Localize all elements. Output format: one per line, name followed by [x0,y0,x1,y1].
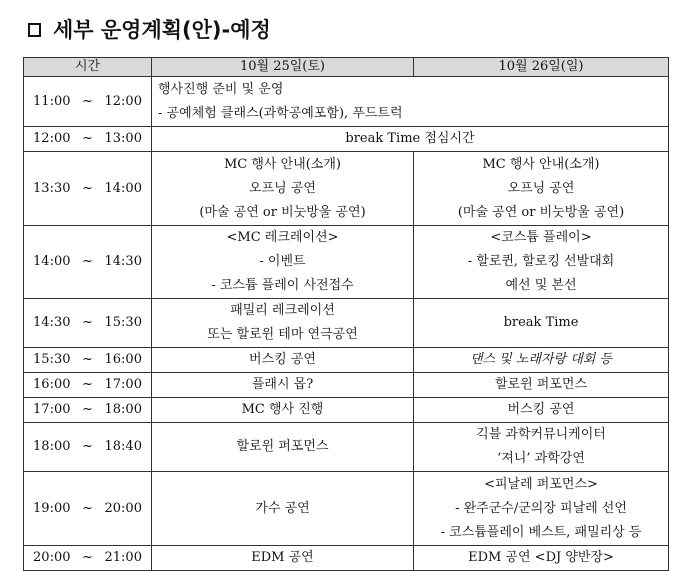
saturday-cell: MC 행사 진행 [152,398,414,423]
time-cell: 11:00 ~ 12:00 [24,77,152,127]
schedule-table [23,57,669,571]
time-cell: 17:00 ~ 18:00 [24,398,152,423]
table-row [24,226,669,299]
checkbox-square-icon [28,23,41,37]
sunday-cell: break Time [414,299,669,348]
sunday-cell: 할로윈 퍼포먼스 [414,373,669,398]
sunday-cell: <피날레 퍼포먼스> - 완주군수/군의장 피날레 선언 - 코스튬플레이 베스트, 패밀리상 등 [414,472,669,546]
table-row [24,299,669,348]
time-cell: 19:00 ~ 20:00 [24,472,152,546]
header-saturday: 10월 25일(토) [152,58,414,77]
sunday-cell: 버스킹 공연 [414,398,669,423]
table-header-row [24,58,669,77]
time-cell: 14:30 ~ 15:30 [24,299,152,348]
table-row [24,152,669,226]
sunday-cell: EDM 공연 <DJ 양반장> [414,546,669,571]
sunday-cell: 댄스 및 노래자랑 대회 등 [414,348,669,373]
time-cell: 15:30 ~ 16:00 [24,348,152,373]
saturday-cell: <MC 레크레이션> - 이벤트 - 코스튬 플레이 사전접수 [152,226,414,299]
table-row [24,398,669,423]
table-row [24,423,669,472]
time-cell: 12:00 ~ 13:00 [24,127,152,152]
saturday-cell: 플래시 몹? [152,373,414,398]
table-row [24,472,669,546]
merged-cell: 행사진행 준비 및 운영 - 공예체험 클래스(과학공예포함), 푸드트럭 [152,77,669,127]
header-time: 시간 [24,58,152,77]
table-row [24,348,669,373]
saturday-cell: 패밀리 레크레이션 또는 할로윈 테마 연극공연 [152,299,414,348]
saturday-cell: 버스킹 공연 [152,348,414,373]
sunday-cell: MC 행사 안내(소개) 오프닝 공연 (마술 공연 or 비눗방울 공연) [414,152,669,226]
time-cell: 16:00 ~ 17:00 [24,373,152,398]
time-cell: 13:30 ~ 14:00 [24,152,152,226]
time-cell: 14:00 ~ 14:30 [24,226,152,299]
page-title-text: 세부 운영계획(안)-예정 [53,18,271,42]
saturday-cell: EDM 공연 [152,546,414,571]
merged-cell: break Time 점심시간 [152,127,669,152]
sunday-cell: 긱블 과학커뮤니케이터 ‘져니’ 과학강연 [414,423,669,472]
table-row [24,373,669,398]
sunday-cell: <코스튬 플레이> - 할로퀸, 할로킹 선발대회 예선 및 본선 [414,226,669,299]
saturday-cell: MC 행사 안내(소개) 오프닝 공연 (마술 공연 or 비눗방울 공연) [152,152,414,226]
header-sunday: 10월 26일(일) [414,58,669,77]
time-cell: 18:00 ~ 18:40 [24,423,152,472]
saturday-cell: 가수 공연 [152,472,414,546]
saturday-cell: 할로윈 퍼포먼스 [152,423,414,472]
page-title [28,14,271,44]
table-row [24,77,669,127]
time-cell: 20:00 ~ 21:00 [24,546,152,571]
table-row [24,546,669,571]
table-row [24,127,669,152]
